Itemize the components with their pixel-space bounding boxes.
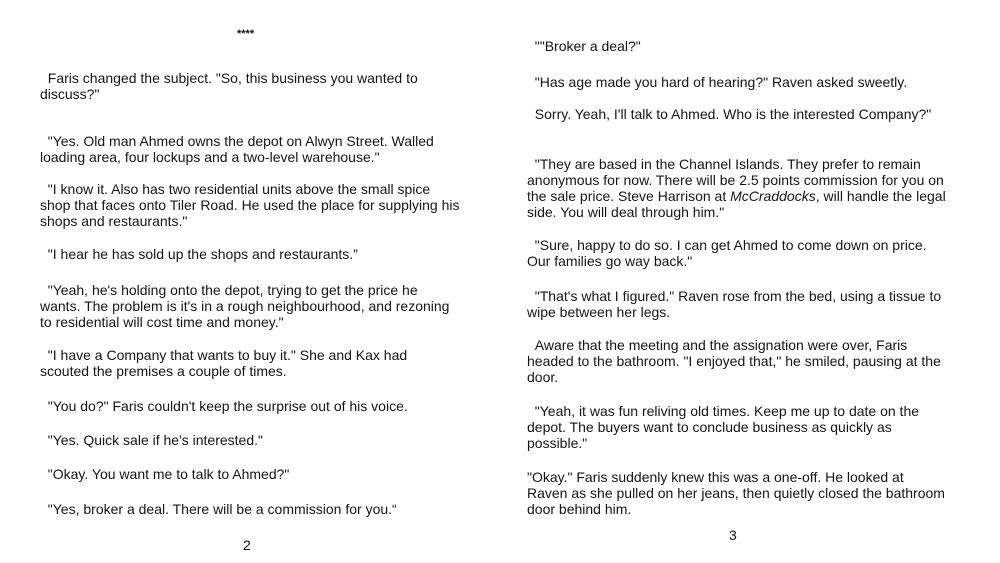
paragraph: "Yeah, it was fun reliving old times. Keep me up to date on the depot. The buyers want to conclude business as quickly as possible."	[527, 403, 923, 451]
paragraph: Sorry. Yeah, I'll talk to Ahmed. Who is the interested Company?"	[527, 106, 932, 122]
paragraph: "I hear he has sold up the shops and restaurants.”	[40, 246, 358, 262]
right-page	[500, 0, 1000, 563]
paragraph: "I know it. Also has two residential units above the small spice shop that faces onto Tiler Road. He used the place for supplying his shops and restaurants."	[40, 181, 464, 229]
paragraph: Aware that the meeting and the assignation were over, Faris headed to the bathroom. "I enjoyed that," he smiled, pausing at the door.	[527, 337, 945, 385]
paragraph: "Has age made you hard of hearing?" Raven asked sweetly.	[527, 74, 908, 90]
paragraph: "I have a Company that wants to buy it." She and Kax had scouted the premises a couple of times.	[40, 347, 412, 379]
paragraph: "They are based in the Channel Islands. They prefer to remain anonymous for now. There will be 2.5 points commission for you on the sale price. Steve Harrison at McCraddocks, will handle the legal side. You will deal through him."	[527, 156, 950, 220]
paragraph: Faris changed the subject. "So, this business you wanted to discuss?"	[40, 70, 422, 102]
paragraph: "Okay. You want me to talk to Ahmed?"	[40, 466, 290, 482]
paragraph: "You do?" Faris couldn't keep the surprise out of his voice.	[40, 398, 408, 414]
paragraph: ""Broker a deal?"	[527, 38, 641, 54]
paragraph: "That's what I figured." Raven rose from the bed, using a tissue to wipe between her legs.	[527, 288, 946, 320]
paragraph: "Yes, broker a deal. There will be a commission for you.“	[40, 501, 397, 517]
paragraph: "Yes. Old man Ahmed owns the depot on Alwyn Street. Walled loading area, four lockups and a two-level warehouse."	[40, 133, 438, 165]
paragraph: "Yeah, he's holding onto the depot, trying to get the price he wants. The problem is it's in a rough neighbourhood, and rezoning to residential will cost time and money."	[40, 282, 454, 330]
page-number: 2	[243, 537, 251, 553]
page-number: 3	[729, 527, 737, 543]
paragraph: "Sure, happy to do so. I can get Ahmed to come down on price. Our families go way back."	[527, 237, 931, 269]
paragraph: "Yes. Quick sale if he's interested."	[40, 432, 263, 448]
scene-separator: ****	[237, 28, 255, 40]
paragraph: "Okay." Faris suddenly knew this was a one-off. He looked at Raven as she pulled on her jeans, then quietly closed the bathroom door behind him.	[527, 469, 949, 517]
